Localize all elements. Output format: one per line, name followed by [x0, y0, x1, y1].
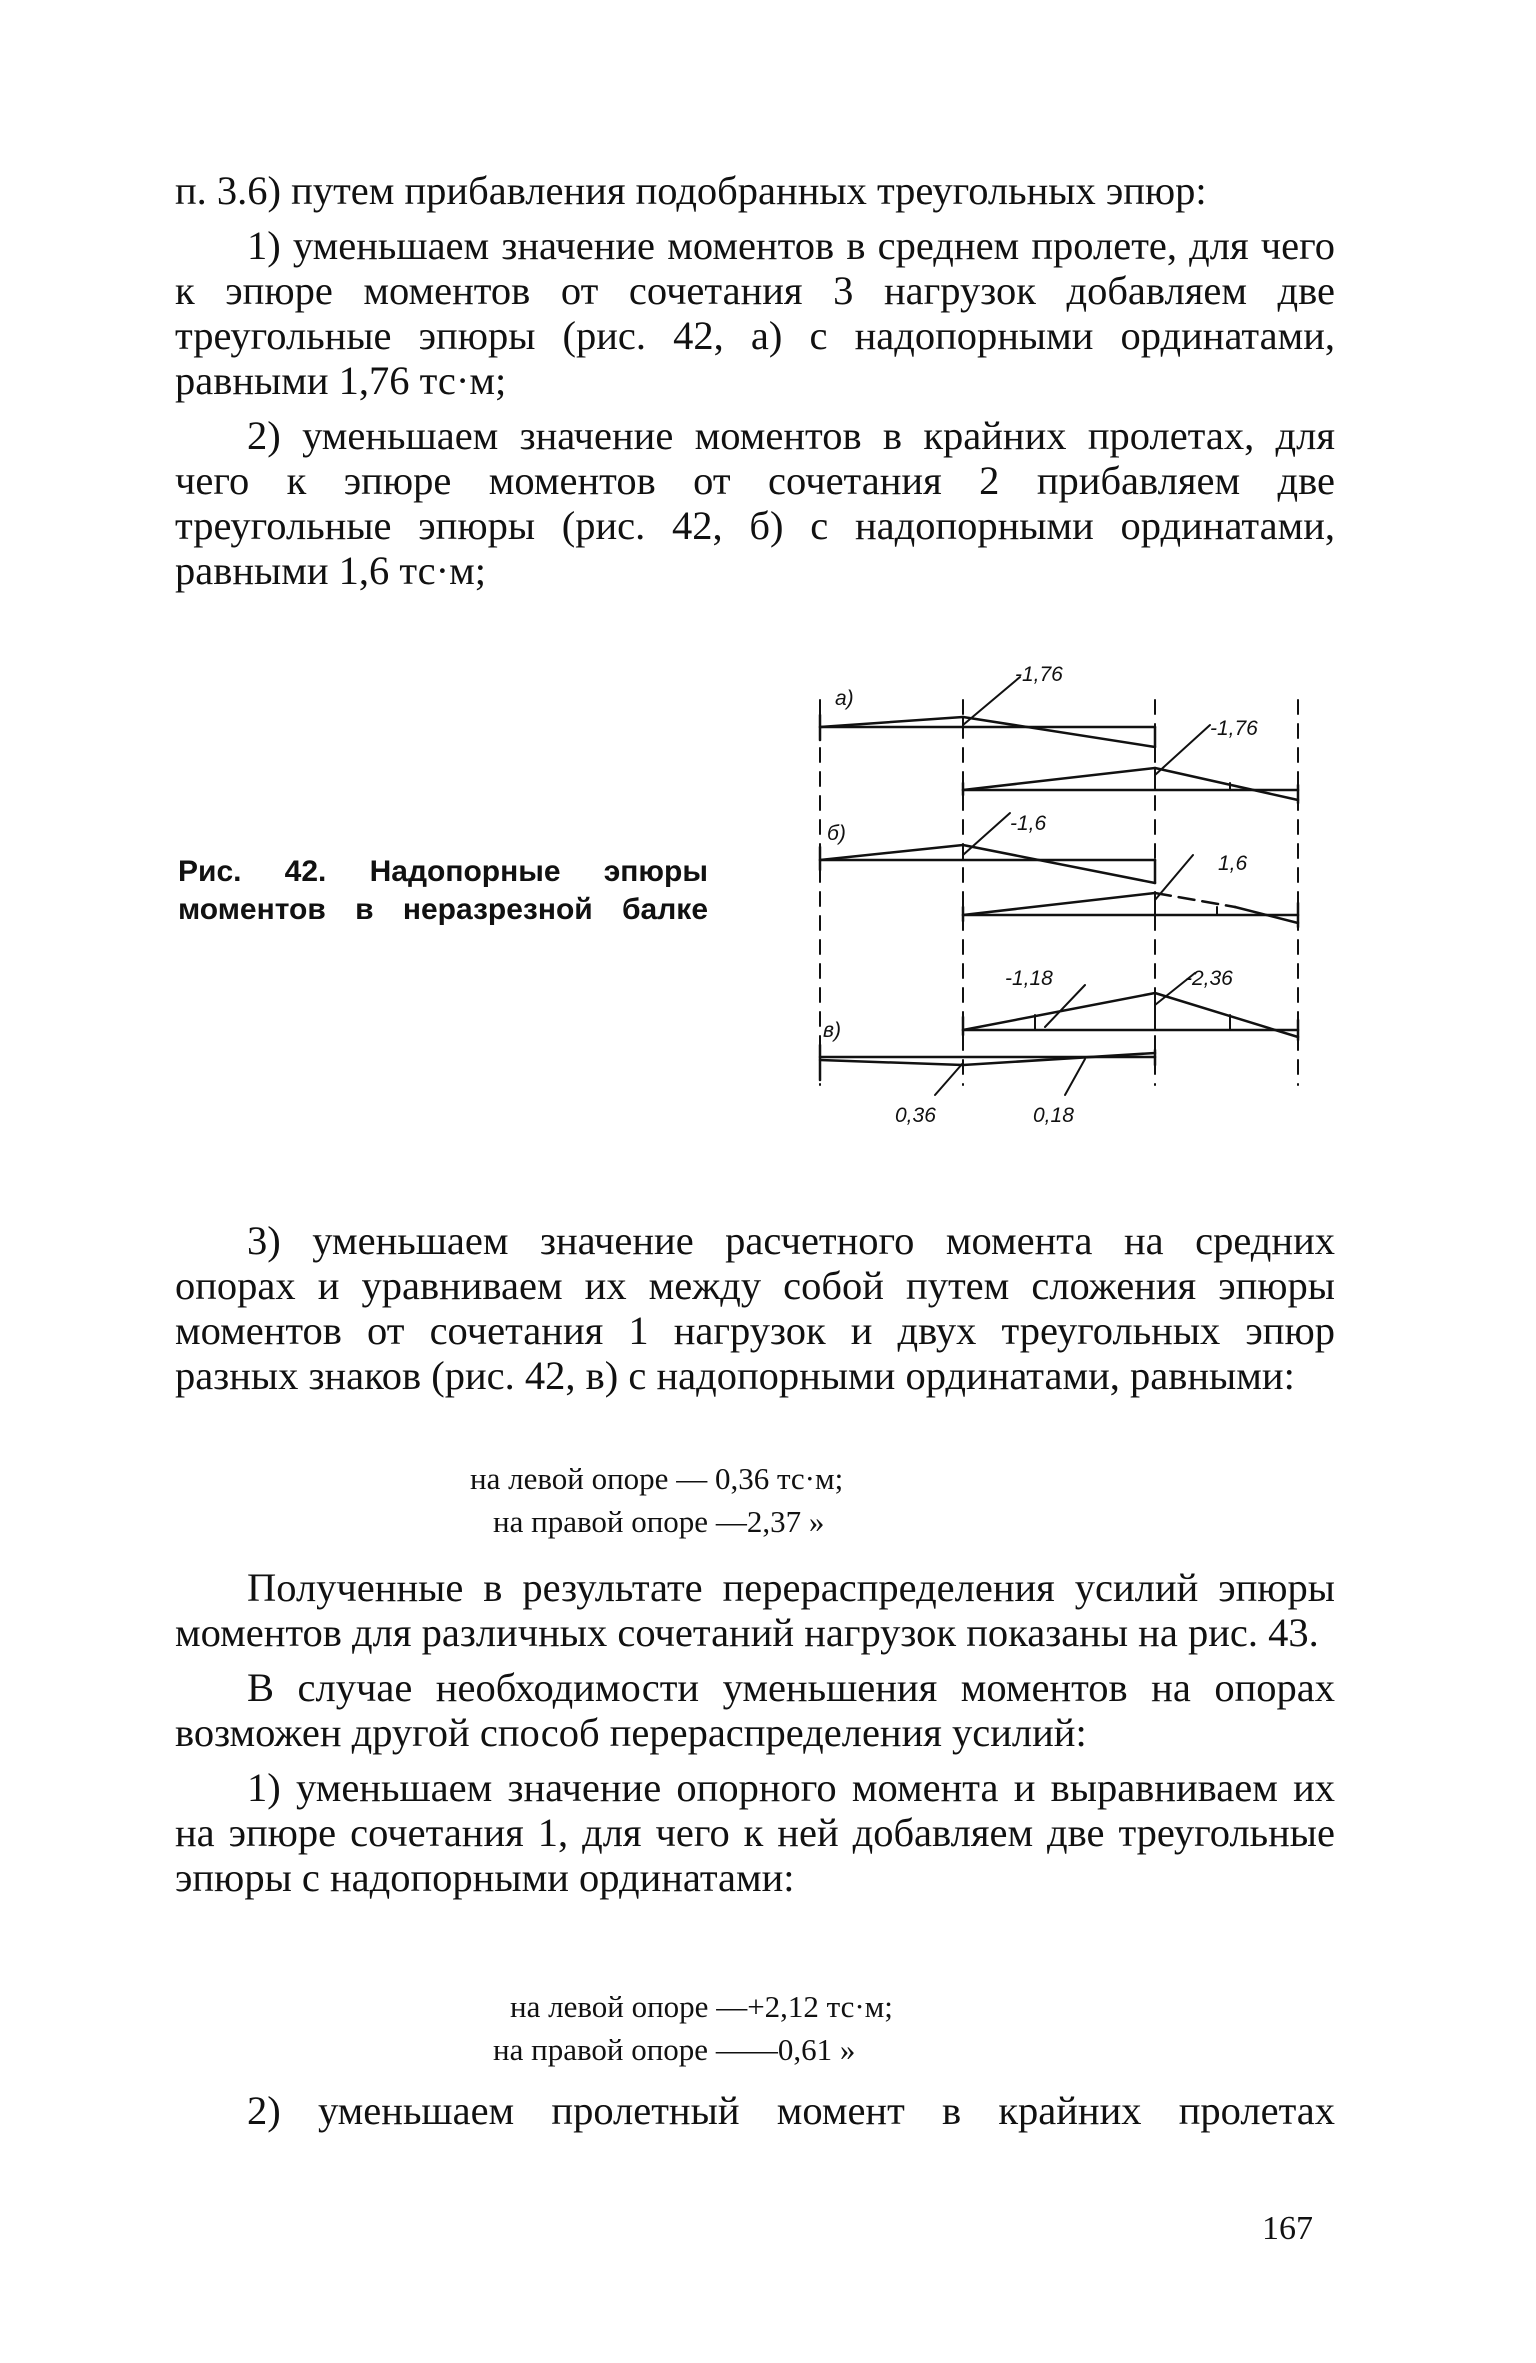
- top-text: [175, 168, 1335, 593]
- paragraph-intro: п. 3.6) путем прибавления подобранных треугольных эпюр:: [175, 168, 1207, 213]
- formula-1-line-1: на левой опоре — 0,36 тс·м;: [470, 1461, 844, 1496]
- paragraph-step-1: 1) уменьшаем значение моментов в среднем пролете, для чего к эпюре моментов от сочетания 3 нагрузок добавляем две треугольные эпюры (рис. 42, а) с надопорными ординатами, равными 1,76 тс·м;: [175, 223, 1335, 403]
- diagram-b-right: [963, 855, 1298, 927]
- formula-1-line-2: на правой опоре —2,37 »: [493, 1504, 825, 1539]
- label-v-top-right: -2,36: [1185, 967, 1233, 990]
- formula-2-line-1: на левой опоре —+2,12 тс·м;: [510, 1989, 893, 2024]
- diagram-a-left: [820, 677, 1155, 747]
- figure-caption: [178, 853, 708, 929]
- label-v-bottom-left: 0,36: [895, 1104, 936, 1127]
- last-text: [175, 2088, 1335, 2133]
- panel-label-a: а): [835, 687, 854, 710]
- panel-label-v: в): [823, 1019, 841, 1042]
- moment-diagrams-figure: [805, 655, 1325, 1155]
- caption-line-2: моментов в неразрезной балке: [178, 893, 708, 926]
- formula-2-line-2: на правой опоре ——0,61 »: [493, 2032, 856, 2067]
- panel-label-b: б): [827, 822, 846, 845]
- middle-text: [175, 1218, 1335, 1398]
- paragraph-result: Полученные в результате перераспределения усилий эпюры моментов для различных сочетаний нагрузок показаны на рис. 43.: [175, 1565, 1335, 1655]
- paragraph-alt-step-2: 2) уменьшаем пролетный момент в крайних пролетах: [247, 2088, 1335, 2133]
- paragraph-step-3: 3) уменьшаем значение расчетного момента на средних опорах и уравниваем их между собой путем сложения эпюры моментов от сочетания 1 нагрузок и двух треугольных эпюр разных знаков (рис. 42, в) с надопорными ординатами, равными:: [175, 1218, 1335, 1398]
- diagram-b-left: [820, 813, 1155, 883]
- bottom-text: [175, 1565, 1335, 1900]
- label-a-right: -1,76: [1210, 717, 1258, 740]
- diagram-v-bottom: [820, 1045, 1155, 1095]
- paragraph-step-2: 2) уменьшаем значение моментов в крайних пролетах, для чего к эпюре моментов от сочетания 2 прибавляем две треугольные эпюры (рис. 42, б) с надопорными ординатами, равными 1,6 тс·м;: [175, 413, 1335, 593]
- caption-line-1: Рис. 42. Надопорные эпюры: [178, 855, 708, 888]
- label-v-top-left: -1,18: [1005, 967, 1053, 990]
- label-b-left: -1,6: [1010, 812, 1047, 835]
- paragraph-alt-step-1: 1) уменьшаем значение опорного момента и выравниваем их на эпюре сочетания 1, для чего к ней добавляем две треугольные эпюры с надопорными ординатами:: [175, 1765, 1335, 1900]
- paragraph-alternative: В случае необходимости уменьшения моментов на опорах возможен другой способ перераспределения усилий:: [175, 1665, 1335, 1755]
- label-v-bottom-right: 0,18: [1033, 1104, 1074, 1127]
- page-number: 167: [1262, 2210, 1313, 2247]
- label-a-left: -1,76: [1015, 663, 1063, 686]
- label-b-right: 1,6: [1218, 852, 1248, 875]
